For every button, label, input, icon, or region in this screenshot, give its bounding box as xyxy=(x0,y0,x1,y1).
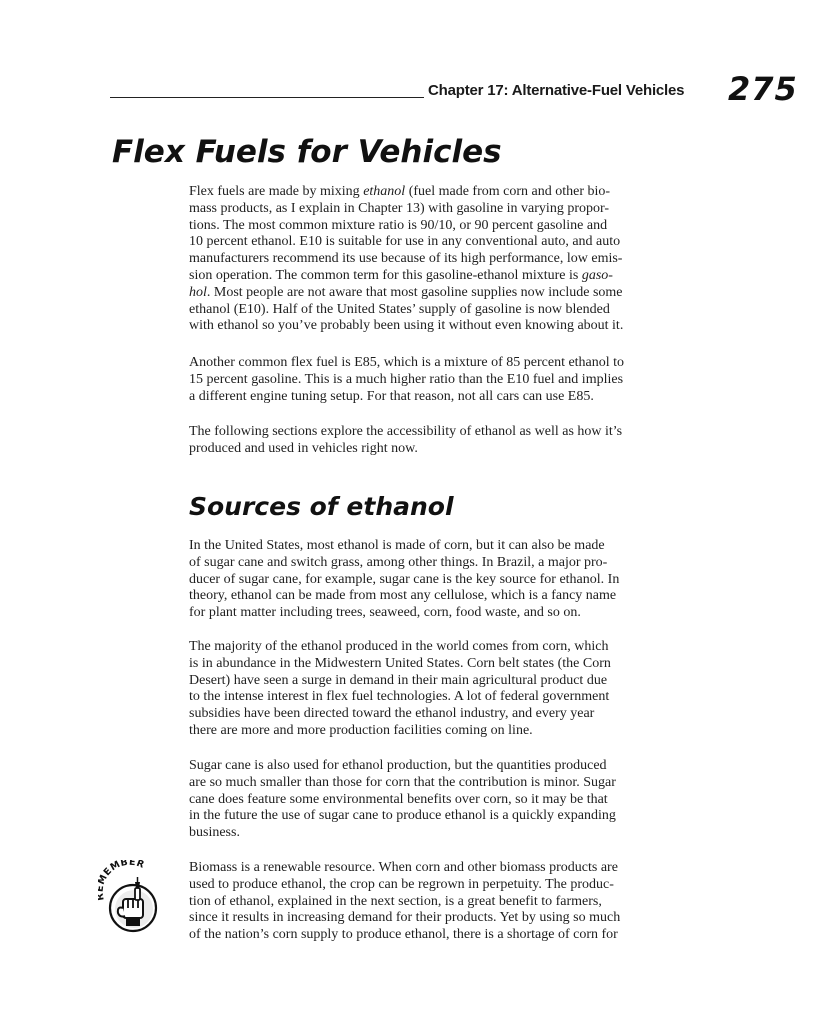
wrist xyxy=(126,918,140,926)
text-line: Desert) have seen a surge in demand in their main agricultural product due xyxy=(189,672,608,688)
text-line: to the intense interest in flex fuel technologies. A lot of federal government xyxy=(189,689,610,705)
text-line: tion of ethanol, explained in the next section, is a great benefit to farmers, xyxy=(189,893,602,909)
paragraph xyxy=(189,538,719,622)
paragraph xyxy=(189,355,719,405)
term-gasohol-part1: gaso- xyxy=(581,267,613,283)
term-ethanol: ethanol xyxy=(363,184,406,199)
text-line: of the nation’s corn supply to produce ethanol, there is a shortage of corn for xyxy=(189,927,618,943)
text-line: ducer of sugar cane, for example, sugar cane is the key source for ethanol. In xyxy=(189,571,620,587)
text-line: Another common flex fuel is E85, which is a mixture of 85 percent ethanol to xyxy=(189,355,625,370)
text-line: Flex fuels are made by mixing ethanol (fuel made from corn and other bio- xyxy=(189,184,611,199)
header-rule xyxy=(110,97,424,98)
section-title: Flex Fuels for Vehicles xyxy=(112,134,502,170)
text-line: for plant matter including trees, seaweed, corn, food waste, and so on. xyxy=(189,605,581,621)
text-line: The majority of the ethanol produced in the world comes from corn, which xyxy=(189,639,609,654)
text-line: The following sections explore the accessibility of ethanol as well as how it’s xyxy=(189,424,623,439)
chapter-title: Chapter 17: Alternative-Fuel Vehicles xyxy=(428,82,685,99)
text-line: 15 percent gasoline. This is a much higher ratio than the E10 fuel and implies xyxy=(189,371,624,387)
text-line: Sugar cane is also used for ethanol production, but the quantities produced xyxy=(189,758,607,773)
text-line: tions. The most common mixture ratio is 90/10, or 90 percent gasoline and xyxy=(189,217,608,233)
term-gasohol-part2: hol xyxy=(189,284,207,300)
text-line: theory, ethanol can be made from most any cellulose, which is a fancy name xyxy=(189,588,617,604)
raised-finger xyxy=(135,888,140,900)
text-line: is in abundance in the Midwestern United States. Corn belt states (the Corn xyxy=(189,655,611,671)
paragraph xyxy=(189,184,719,335)
remember-label: EMBER xyxy=(101,860,147,879)
text-line: with ethanol so you’ve probably been using it without even knowing about it. xyxy=(189,318,624,334)
text-line: subsidies have been directed toward the ethanol industry, and every year xyxy=(189,706,595,722)
text-line: a different engine tuning setup. For that reason, not all cars can use E85. xyxy=(189,388,594,404)
text-line: 10 percent ethanol. E10 is suitable for use in any conventional auto, and auto xyxy=(189,234,621,250)
text-line: business. xyxy=(189,825,240,841)
text-line: cane does feature some environmental benefits over corn, so it may be that xyxy=(189,791,608,807)
text-line: manufacturers recommend its use because of its high performance, low emis- xyxy=(189,251,623,267)
remember-hand-icon xyxy=(98,860,162,938)
paragraph xyxy=(189,860,719,944)
text-line: produced and used in vehicles right now. xyxy=(189,440,418,456)
text-line: mass products, as I explain in Chapter 13) with gasoline in varying propor- xyxy=(189,200,610,216)
text-line: used to produce ethanol, the crop can be regrown in perpetuity. The produc- xyxy=(189,876,614,892)
text-line: in the future the use of sugar cane to produce ethanol is a quickly expanding xyxy=(189,808,616,824)
text-line: hol. Most people are not aware that most gasoline supplies now include some xyxy=(189,284,623,300)
text-line: sion operation. The common term for this gasoline-ethanol mixture is gaso- xyxy=(189,267,613,283)
paragraph xyxy=(189,424,719,458)
paragraph xyxy=(189,639,719,740)
text-line: of sugar cane and switch grass, among other things. In Brazil, a major pro- xyxy=(189,554,608,570)
text-line: there are more and more production facilities coming on line. xyxy=(189,722,533,738)
remember-icon-graphic xyxy=(98,860,162,938)
text-line: In the United States, most ethanol is made of corn, but it can also be made xyxy=(189,538,605,553)
text-line: since it results in increasing demand for their products. Yet by using so much xyxy=(189,910,621,926)
text-line: Biomass is a renewable resource. When corn and other biomass products are xyxy=(189,860,618,875)
subsection-title: Sources of ethanol xyxy=(189,492,454,521)
page-number: 275 xyxy=(728,70,798,108)
text-line: are so much smaller than those for corn that the contribution is minor. Sugar xyxy=(189,774,616,790)
text-line: ethanol (E10). Half of the United States’ supply of gasoline is now blended xyxy=(189,301,610,317)
paragraph xyxy=(189,758,719,842)
